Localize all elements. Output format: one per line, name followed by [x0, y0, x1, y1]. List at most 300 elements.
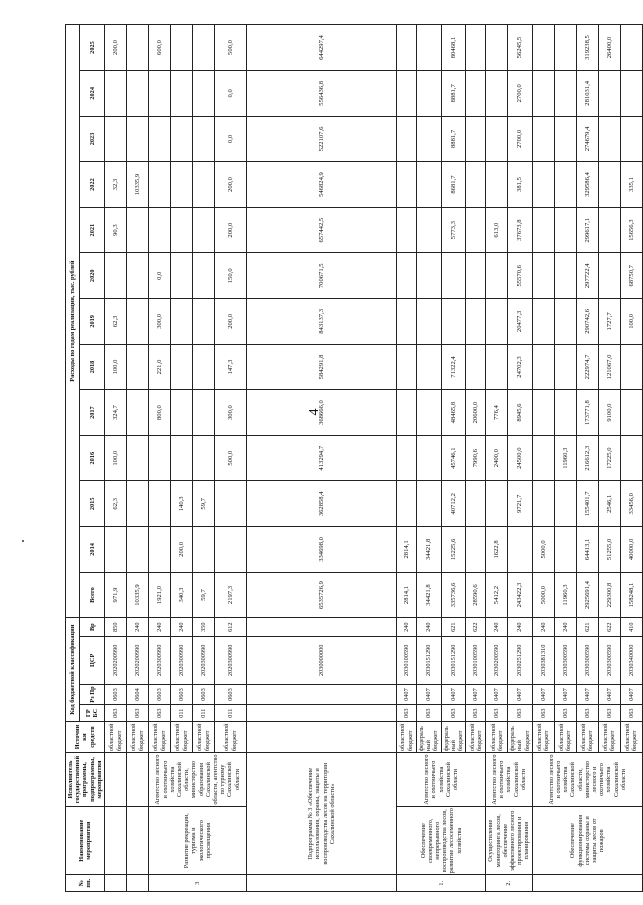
cell-year-value: 0,0	[149, 253, 171, 299]
cell-year-value	[193, 207, 215, 253]
cell-year-value	[466, 253, 486, 299]
page-number: 4	[307, 408, 322, 416]
cell-year-value: 100,0	[105, 435, 127, 481]
cell-name: Обеспечение своевременного, непрерывного воспроизводства лесов, развитие лесосеменного хозяйства	[397, 807, 486, 875]
cell-year-value: 200,0	[105, 25, 127, 71]
cell-year-value: 24500,0	[508, 435, 533, 481]
cell-year-value: 5000,0	[532, 527, 554, 573]
cell-year-value	[508, 527, 533, 573]
cell-year-value: 71322,4	[441, 344, 466, 390]
header-csr: ЦСР	[80, 637, 105, 685]
cell-source: федеральный бюджет	[508, 722, 533, 753]
cell-year-value	[598, 207, 620, 253]
cell-year-value	[532, 390, 554, 436]
cell-year-value	[620, 25, 642, 71]
cell-no	[532, 875, 642, 892]
cell-year-value	[127, 116, 149, 162]
cell-vr: 240	[554, 618, 576, 637]
cell-year-value: 155401,7	[576, 481, 598, 527]
cell-year-value: 381,5	[508, 162, 533, 208]
header-year: 2017	[80, 390, 105, 436]
cell-total: 340,3	[171, 572, 193, 618]
cell-gr: 063	[554, 705, 576, 722]
cell-year-value	[466, 116, 486, 162]
cell-year-value	[149, 207, 171, 253]
cell-year-value: 319238,5	[576, 25, 598, 71]
cell-csr: 2020200990	[105, 637, 127, 685]
cell-csr: 2030151290	[417, 637, 442, 685]
cell-year-value	[127, 207, 149, 253]
cell-vr: 240	[149, 618, 171, 637]
cell-year-value: 297722,4	[576, 253, 598, 299]
cell-year-value	[598, 253, 620, 299]
cell-year-value: 37673,8	[508, 207, 533, 253]
cell-gr: 063	[466, 705, 486, 722]
cell-csr: 2030300590	[576, 637, 598, 685]
cell-vr: 850	[105, 618, 127, 637]
cell-year-value: 200,0	[215, 207, 247, 253]
cell-name: Осуществление мониторинга лесов, обеспечение эффективного лесного проектирования и планирования	[486, 807, 533, 875]
cell-year-value	[554, 253, 576, 299]
cell-rz: 0603	[215, 684, 247, 705]
cell-vr: 240	[417, 618, 442, 637]
cell-year-value: 45746,1	[441, 435, 466, 481]
cell-source: областной бюджет	[554, 722, 576, 753]
cell-total: 243422,3	[508, 572, 533, 618]
cell-year-value: 8681,7	[441, 162, 466, 208]
cell-year-value: 200,0	[215, 162, 247, 208]
cell-gr: 063	[598, 705, 620, 722]
cell-total: 2197,3	[215, 572, 247, 618]
header-year: 2016	[80, 435, 105, 481]
cell-year-value: 843137,3	[247, 299, 397, 345]
cell-gr	[247, 705, 397, 722]
cell-year-value	[486, 299, 508, 345]
cell-year-value	[554, 71, 576, 117]
cell-src	[247, 722, 397, 753]
cell-year-value	[127, 71, 149, 117]
cell-year-value	[532, 207, 554, 253]
cell-year-value	[466, 344, 486, 390]
cell-year-value: 62,3	[105, 481, 127, 527]
cell-year-value	[466, 527, 486, 573]
header-name: Наименование мероприятия	[66, 807, 105, 875]
cell-source: федеральный бюджет	[441, 722, 466, 753]
cell-year-value: 80468,1	[441, 25, 466, 71]
cell-gr: 063	[149, 705, 171, 722]
cell-year-value	[417, 344, 442, 390]
cell-year-value: 500,0	[215, 435, 247, 481]
cell-year-value: 324,7	[105, 390, 127, 436]
budget-table	[65, 24, 643, 892]
header-source: Источники средств	[66, 722, 105, 753]
cell-year-value	[171, 71, 193, 117]
cell-csr: 2020300990	[193, 637, 215, 685]
cell-total: 5000,0	[532, 572, 554, 618]
cell-total: 28590,6	[466, 572, 486, 618]
cell-year-value	[193, 435, 215, 481]
cell-year-value: 48465,8	[441, 390, 466, 436]
cell-year-value: 0,0	[215, 116, 247, 162]
cell-year-value	[171, 344, 193, 390]
cell-rz: 0407	[620, 684, 642, 705]
cell-no: 3	[149, 875, 247, 892]
cell-year-value	[193, 390, 215, 436]
cell-year-value: 9721,7	[508, 481, 533, 527]
cell-year-value	[466, 481, 486, 527]
header-vr: Вр	[80, 618, 105, 637]
cell-year-value	[127, 344, 149, 390]
cell-year-value	[149, 71, 171, 117]
table-header	[66, 25, 105, 892]
cell-name: Развитие рекреации, туризма и экологического просвещения	[149, 807, 247, 875]
cell-year-value	[397, 25, 417, 71]
cell-no	[127, 875, 149, 892]
cell-year-value	[171, 162, 193, 208]
cell-year-value	[598, 162, 620, 208]
cell-year-value	[486, 116, 508, 162]
table-body	[105, 25, 643, 892]
cell-year-value: 2400,0	[486, 435, 508, 481]
cell-csr: 2030300590	[554, 637, 576, 685]
cell-rz: 0407	[486, 684, 508, 705]
cell-year-value	[554, 207, 576, 253]
cell-source: областной бюджет	[105, 722, 127, 753]
cell-rz: 0407	[532, 684, 554, 705]
cell-gr: 011	[171, 705, 193, 722]
cell-year-value: 300,0	[215, 390, 247, 436]
cell-year-value	[532, 116, 554, 162]
cell-year-value	[598, 116, 620, 162]
cell-year-value	[171, 299, 193, 345]
cell-rz: 0407	[554, 684, 576, 705]
cell-year-value	[127, 25, 149, 71]
cell-year-value	[532, 344, 554, 390]
header-rz: Рз Пр	[80, 684, 105, 705]
header-year: 2019	[80, 299, 105, 345]
cell-year-value	[417, 71, 442, 117]
cell-year-value	[417, 207, 442, 253]
cell-year-value: 24702,3	[508, 344, 533, 390]
cell-rz: 0603	[193, 684, 215, 705]
cell-no	[247, 875, 397, 892]
header-budget-code: Код бюджетной классификации	[66, 618, 80, 722]
cell-year-value	[397, 71, 417, 117]
cell-year-value	[554, 25, 576, 71]
cell-csr: 2030381310	[532, 637, 554, 685]
cell-year-value	[532, 162, 554, 208]
cell-csr: 2030000000	[247, 637, 397, 685]
header-year: 2024	[80, 71, 105, 117]
cell-vr: 612	[215, 618, 247, 637]
scan-artifact-dot	[22, 540, 24, 542]
cell-year-value: 51255,0	[598, 527, 620, 573]
cell-vr: 240	[397, 618, 417, 637]
cell-year-value	[171, 116, 193, 162]
cell-year-value	[417, 390, 442, 436]
header-no: № пп.	[66, 875, 105, 892]
cell-gr: 011	[215, 705, 247, 722]
cell-year-value: 600,0	[149, 25, 171, 71]
cell-year-value: 200,0	[215, 299, 247, 345]
cell-year-value: 221,0	[149, 344, 171, 390]
cell-year-value	[105, 71, 127, 117]
cell-year-value	[486, 25, 508, 71]
cell-year-value	[397, 116, 417, 162]
cell-year-value	[532, 435, 554, 481]
cell-total: 1921,0	[149, 572, 171, 618]
rotated-table-wrapper	[65, 24, 639, 892]
cell-name: Обеспечение функционирования системы охраны и защиты лесов от пожаров	[532, 807, 642, 875]
cell-year-value	[486, 71, 508, 117]
cell-source: областной бюджет	[149, 722, 171, 753]
cell-year-value	[397, 253, 417, 299]
cell-year-value	[466, 71, 486, 117]
cell-csr: 2030100590	[466, 637, 486, 685]
cell-year-value: 121067,0	[598, 344, 620, 390]
cell-total: 229300,8	[598, 572, 620, 618]
cell-year-value	[193, 25, 215, 71]
cell-year-value	[193, 299, 215, 345]
cell-year-value	[417, 116, 442, 162]
cell-gr: 063	[105, 705, 127, 722]
cell-year-value	[417, 25, 442, 71]
cell-exec: Агентство лесного и охотничьего хозяйства Сахалинской области, министерство лесного и охотничьего хозяйства Сахалинской области	[532, 753, 642, 807]
cell-year-value: 222974,7	[576, 344, 598, 390]
cell-year-value: 2546,1	[598, 481, 620, 527]
cell-year-value	[127, 527, 149, 573]
cell-year-value: 40712,2	[441, 481, 466, 527]
cell-source: областной бюджет	[397, 722, 417, 753]
cell-rz: 0603	[171, 684, 193, 705]
cell-year-value	[417, 435, 442, 481]
cell-year-value	[193, 344, 215, 390]
cell-name	[105, 807, 127, 875]
cell-year-value	[127, 435, 149, 481]
cell-year-value	[105, 527, 127, 573]
cell-vr: 240	[486, 618, 508, 637]
header-gr: ГР БС	[80, 705, 105, 722]
cell-vr: 240	[532, 618, 554, 637]
cell-no: 2.	[486, 875, 533, 892]
cell-year-value: 64413,1	[576, 527, 598, 573]
cell-gr: 063	[576, 705, 598, 722]
header-year: 2018	[80, 344, 105, 390]
header-year: 2021	[80, 207, 105, 253]
cell-year-value	[105, 116, 127, 162]
cell-year-value: 362858,4	[247, 481, 397, 527]
cell-csr: 2020300990	[149, 637, 171, 685]
cell-csr: 2030300590	[598, 637, 620, 685]
cell-rz: 0407	[466, 684, 486, 705]
header-year: 2025	[80, 25, 105, 71]
cell-year-value: 100,0	[620, 299, 642, 345]
cell-year-value	[532, 25, 554, 71]
cell-year-value: 40000,0	[620, 527, 642, 573]
cell-year-value: 1622,8	[486, 527, 508, 573]
cell-vr: 350	[193, 618, 215, 637]
cell-source: областной бюджет	[532, 722, 554, 753]
cell-year-value	[620, 71, 642, 117]
cell-source: областной бюджет	[127, 722, 149, 753]
cell-csr: 2030100590	[397, 637, 417, 685]
cell-year-value	[127, 253, 149, 299]
cell-rz: 0603	[149, 684, 171, 705]
cell-year-value	[397, 162, 417, 208]
cell-csr: 2030340000	[620, 637, 642, 685]
cell-year-value: 1727,7	[598, 299, 620, 345]
cell-year-value	[554, 162, 576, 208]
cell-vr: 621	[441, 618, 466, 637]
cell-year-value: 200,0	[171, 527, 193, 573]
cell-total: 11960,3	[554, 572, 576, 618]
cell-year-value: 9100,0	[598, 390, 620, 436]
header-year: 2015	[80, 481, 105, 527]
cell-total: 34421,8	[417, 572, 442, 618]
cell-rz: 0407	[598, 684, 620, 705]
cell-year-value: 100,0	[105, 344, 127, 390]
cell-year-value: 11960,3	[554, 435, 576, 481]
cell-name	[127, 807, 149, 875]
cell-rz: 0407	[576, 684, 598, 705]
cell-year-value	[598, 71, 620, 117]
cell-year-value	[554, 481, 576, 527]
cell-year-value: 20600,0	[466, 390, 486, 436]
cell-gr: 063	[417, 705, 442, 722]
cell-year-value: 800,0	[149, 390, 171, 436]
cell-year-value	[215, 527, 247, 573]
cell-source: областной бюджет	[620, 722, 642, 753]
cell-rz: 0407	[397, 684, 417, 705]
cell-source: областной бюджет	[171, 722, 193, 753]
cell-year-value	[215, 481, 247, 527]
cell-year-value	[193, 253, 215, 299]
cell-csr: 2030200590	[486, 637, 508, 685]
cell-year-value: 68750,7	[620, 253, 642, 299]
table-row	[105, 25, 127, 892]
cell-year-value: 62,3	[105, 299, 127, 345]
cell-year-value: 147,3	[215, 344, 247, 390]
cell-year-value	[486, 162, 508, 208]
cell-year-value	[486, 481, 508, 527]
cell-year-value: 150,0	[215, 253, 247, 299]
cell-exec	[105, 753, 127, 807]
cell-vr: 622	[598, 618, 620, 637]
cell-year-value: 522107,6	[247, 116, 397, 162]
cell-year-value	[171, 253, 193, 299]
cell-rz: 0407	[508, 684, 533, 705]
cell-year-value: 2700,0	[508, 71, 533, 117]
cell-year-value	[417, 481, 442, 527]
subprogram-name: Подпрограмма № 3 «Обеспечение использования, охраны, защиты и воспроизводства лесов на территории Сахалинской области»	[247, 753, 397, 875]
cell-source: областной бюджет	[576, 722, 598, 753]
table-row	[486, 25, 508, 892]
cell-year-value: 274679,4	[576, 116, 598, 162]
header-expenses: Расходы по годам реализации, тыс. рублей	[66, 25, 80, 618]
cell-year-value	[193, 527, 215, 573]
cell-source: областной бюджет	[486, 722, 508, 753]
cell-year-value	[171, 207, 193, 253]
table-row	[247, 25, 397, 892]
header-year: 2023	[80, 116, 105, 162]
cell-year-value: 8945,6	[508, 390, 533, 436]
cell-year-value	[171, 435, 193, 481]
cell-year-value: 2700,0	[508, 116, 533, 162]
header-year: 2022	[80, 162, 105, 208]
cell-source: областной бюджет	[215, 722, 247, 753]
cell-gr: 063	[441, 705, 466, 722]
cell-year-value	[397, 481, 417, 527]
cell-year-value: 281031,4	[576, 71, 598, 117]
cell-year-value	[417, 253, 442, 299]
cell-year-value: 20477,3	[508, 299, 533, 345]
cell-year-value	[620, 390, 642, 436]
cell-year-value	[127, 481, 149, 527]
cell-gr: 063	[620, 705, 642, 722]
cell-year-value: 15656,3	[620, 207, 642, 253]
cell-year-value	[127, 390, 149, 436]
cell-total: 158248,1	[620, 572, 642, 618]
cell-source: федеральный бюджет	[417, 722, 442, 753]
cell-gr: 011	[193, 705, 215, 722]
cell-year-value	[193, 116, 215, 162]
cell-year-value	[466, 207, 486, 253]
cell-year-value: 56245,5	[508, 25, 533, 71]
cell-total: 5412,2	[486, 572, 508, 618]
cell-no: 1.	[397, 875, 486, 892]
cell-vr: 240	[171, 618, 193, 637]
cell-year-value: 368666,0	[247, 390, 397, 436]
cell-year-value: 15225,6	[441, 527, 466, 573]
cell-vr	[247, 618, 397, 637]
cell-rz	[247, 684, 397, 705]
cell-year-value	[466, 25, 486, 71]
cell-year-value: 216612,3	[576, 435, 598, 481]
cell-year-value	[171, 25, 193, 71]
cell-year-value: 329586,4	[576, 162, 598, 208]
cell-year-value	[417, 299, 442, 345]
cell-gr: 063	[397, 705, 417, 722]
cell-total: 335736,6	[441, 572, 466, 618]
cell-exec	[127, 753, 149, 807]
table-row	[397, 25, 417, 892]
cell-vr: 621	[576, 618, 598, 637]
cell-year-value	[397, 299, 417, 345]
cell-source: областной бюджет	[193, 722, 215, 753]
cell-year-value	[193, 162, 215, 208]
cell-csr: 2030151290	[441, 637, 466, 685]
cell-vr: 240	[508, 618, 533, 637]
cell-year-value: 413294,7	[247, 435, 397, 481]
cell-total: 59,7	[193, 572, 215, 618]
cell-vr: 622	[466, 618, 486, 637]
cell-year-value: 335,1	[620, 162, 642, 208]
cell-year-value	[397, 435, 417, 481]
cell-year-value	[620, 435, 642, 481]
cell-total: 6535726,9	[247, 572, 397, 618]
cell-year-value	[149, 481, 171, 527]
cell-total: 2814,1	[397, 572, 417, 618]
cell-year-value	[441, 253, 466, 299]
cell-csr: 2020300990	[171, 637, 193, 685]
cell-gr: 063	[127, 705, 149, 722]
cell-year-value	[532, 71, 554, 117]
cell-year-value: 299617,1	[576, 207, 598, 253]
cell-year-value: 59,7	[193, 481, 215, 527]
cell-vr: 240	[127, 618, 149, 637]
cell-year-value: 0,0	[215, 71, 247, 117]
cell-year-value	[554, 527, 576, 573]
